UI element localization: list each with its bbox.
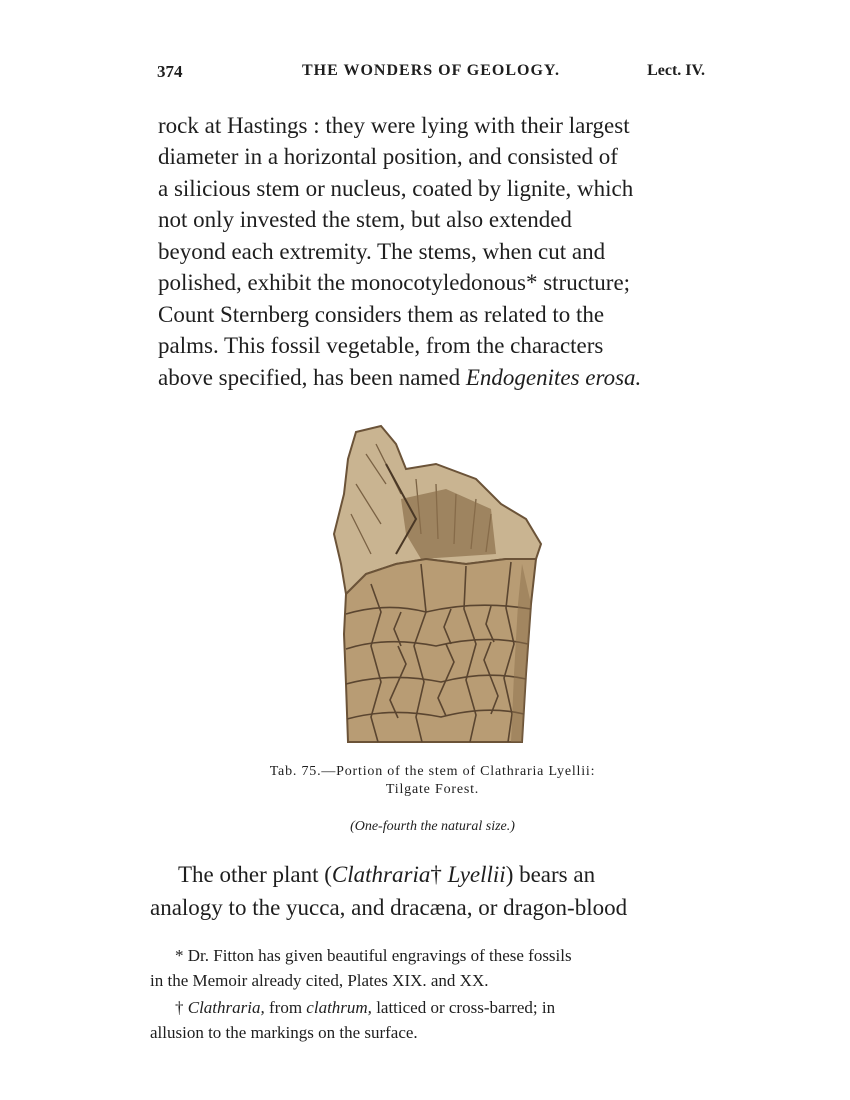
figure-caption	[150, 764, 715, 798]
running-header	[157, 62, 705, 88]
caption-line-1: Tab. 75.—Portion of the stem of Clathraria Lyellii:	[269, 764, 596, 779]
fossil-stem-illustration	[326, 424, 546, 744]
footnote-1-line-2: in the Memoir already cited, Plates XIX. and XX.	[150, 971, 489, 990]
dagger-mark: †	[430, 862, 442, 887]
footnote-1-line-1: * Dr. Fitton has given beautiful engravings of these fossils	[175, 946, 572, 965]
page-number: 374	[157, 62, 183, 81]
paragraph-2-line-2: analogy to the yucca, and dracæna, or dragon-blood	[150, 895, 628, 920]
text-line: palms. This fossil vegetable, from the characters	[158, 333, 604, 358]
paragraph-2-line-1: The other plant (Clathraria† Lyellii) bears an	[178, 862, 596, 887]
text-line: rock at Hastings : they were lying with their largest	[158, 113, 630, 138]
species-epithet: Lyellii	[447, 862, 506, 887]
footnote-2-line-1: † Clathraria, from clathrum, latticed or cross-barred; in	[175, 998, 556, 1017]
text-line: above specified, has been named Endogenites erosa.	[158, 365, 642, 390]
text-line: polished, exhibit the monocotyledonous* structure;	[158, 270, 631, 295]
text-line: diameter in a horizontal position, and consisted of	[158, 144, 618, 169]
dagger-mark: †	[175, 998, 184, 1017]
size-note: (One-fourth the natural size.)	[350, 819, 515, 834]
caption-line-2: Tilgate Forest.	[385, 782, 480, 797]
species-name: Endogenites erosa.	[465, 365, 642, 390]
lecture-label: Lect. IV.	[647, 62, 705, 79]
text-line: beyond each extremity. The stems, when cut and	[158, 239, 606, 264]
footnote-2-line-2: allusion to the markings on the surface.	[150, 1023, 418, 1042]
text-line: not only invested the stem, but also extended	[158, 207, 572, 232]
text-line: a silicious stem or nucleus, coated by lignite, which	[158, 176, 634, 201]
running-title: THE WONDERS OF GEOLOGY.	[301, 62, 560, 79]
genus-name: Clathraria	[331, 862, 431, 887]
text-line: Count Sternberg considers them as related to the	[158, 302, 605, 327]
